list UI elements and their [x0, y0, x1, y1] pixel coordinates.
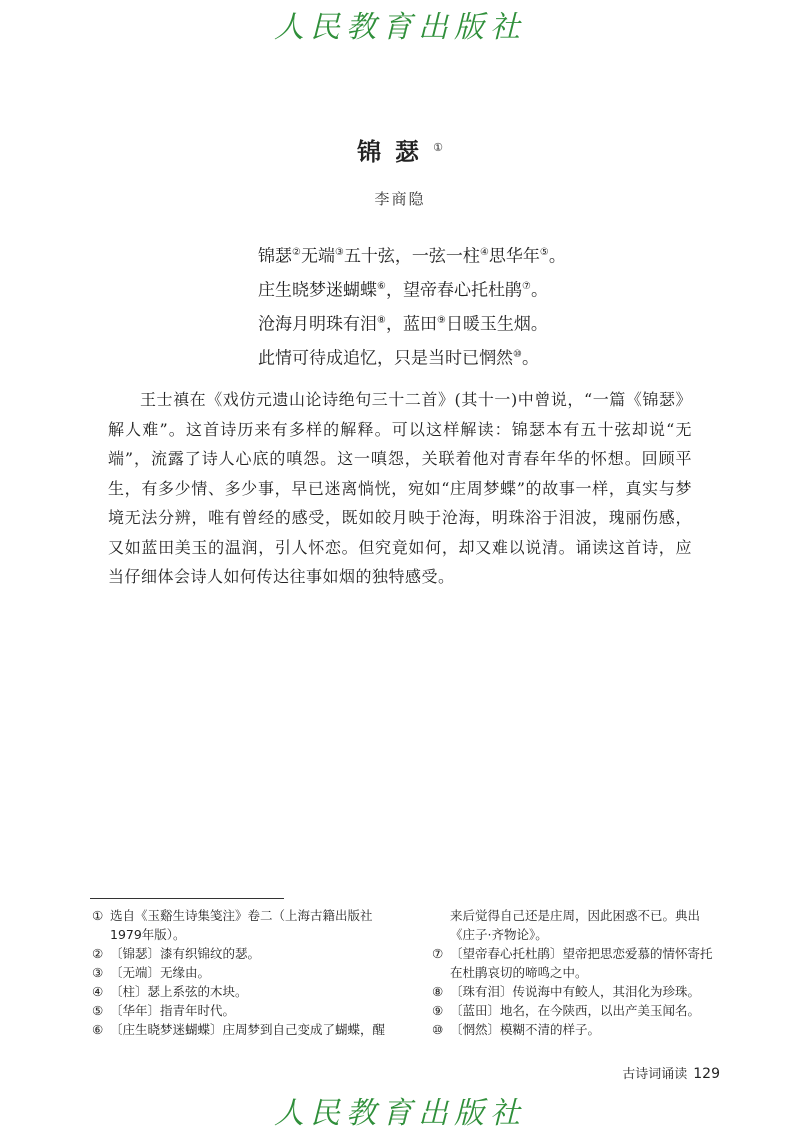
poem-line — [258, 306, 618, 340]
footnotes-left-column — [92, 906, 392, 1039]
poem-text: 锦瑟 — [258, 246, 292, 267]
poem-line — [258, 272, 618, 306]
footnote-number: ④ — [92, 984, 104, 999]
commentary-paragraph: 王士禛在《戏仿元遗山论诗绝句三十二首》(其十一)中曾说，“一篇《锦瑟》解人难”。这首诗历来有多样的解释。可以这样解读：锦瑟本有五十弦却说“无端”，流露了诗人心底的嗔怨。这一嗔怨，关联着他对青春年华的怀想。回顾平生，有多少情、多少事，早已迷离惝恍，宛如“庄周梦蝶”的故事一样，真实与梦境无法分辨，唯有曾经的感受，既如皎月映于沧海，明珠浴于泪波，瑰丽伤感，又如蓝田美玉的温润，引人怀恋。但究竟如何，却又难以说清。诵读这首诗，应当仔细体会诗人如何传达往事如烟的独特感受。 — [108, 390, 692, 586]
footnote-number: ① — [92, 908, 104, 923]
publisher-logo-top: 人民教育出版社 — [274, 10, 526, 45]
footnote-text: 〔庄生晓梦迷蝴蝶〕庄周梦到自己变成了蝴蝶，醒 — [110, 1022, 386, 1037]
publisher-logo-bottom: 人民教育出版社 — [274, 1096, 526, 1131]
poem-body — [258, 238, 618, 375]
note-marker: ⑥ — [377, 281, 386, 293]
footnote — [432, 1020, 722, 1039]
footnote-text: 〔锦瑟〕漆有织锦纹的瑟。 — [110, 946, 261, 961]
title-text: 锦瑟 — [357, 137, 434, 166]
footnote — [92, 1001, 392, 1020]
poem-text: 五十弦，一弦一柱 — [343, 246, 480, 267]
footnote — [92, 963, 392, 982]
note-marker: ⑧ — [377, 315, 386, 327]
poem-author: 李商隐 — [374, 190, 426, 208]
footnote-number: ⑦ — [432, 946, 444, 961]
poem-text: 。 — [530, 280, 548, 301]
poem-text: 此情可待成追忆，只是当时已惘然 — [258, 349, 513, 370]
footnote-number: ⑥ — [92, 1022, 104, 1037]
note-marker: ⑦ — [521, 281, 531, 293]
footnote-text: 选自《玉谿生诗集笺注》卷二（上海古籍出版社1979年版）。 — [110, 908, 373, 942]
footnote-text: 〔望帝春心托杜鹃〕望帝把思恋爱慕的情怀寄托在杜鹃哀切的啼鸣之中。 — [450, 946, 713, 980]
poem-text: 庄生晓梦迷蝴蝶 — [258, 280, 377, 301]
section-label: 古诗词诵读 — [622, 1067, 688, 1082]
footnote-number: ⑩ — [432, 1022, 444, 1037]
note-marker: ⑩ — [513, 349, 522, 361]
footnote-text: 〔蓝田〕地名，在今陕西，以出产美玉闻名。 — [450, 1003, 701, 1018]
page-footer — [600, 1063, 720, 1082]
footnote-number: ② — [92, 946, 104, 961]
poem-text: 。 — [548, 246, 566, 267]
poem-text: 思华年 — [488, 246, 540, 267]
footnote-text: 〔惘然〕模糊不清的样子。 — [450, 1022, 601, 1037]
title-note-marker: ① — [433, 141, 443, 154]
note-marker: ③ — [334, 247, 344, 258]
footnote-text: 〔柱〕瑟上系弦的木块。 — [110, 984, 248, 999]
poem-text: 沧海月明珠有泪 — [258, 314, 377, 335]
footnote-text: 〔珠有泪〕传说海中有鲛人，其泪化为珍珠。 — [450, 984, 701, 999]
footnote — [92, 944, 392, 963]
poem-text: 。 — [521, 349, 539, 370]
footnote-number: ⑨ — [432, 1003, 444, 1018]
footnote — [432, 1001, 722, 1020]
poem-text: ，蓝田 — [385, 314, 437, 335]
footnote-divider — [90, 898, 284, 899]
footnote-number: ③ — [92, 965, 104, 980]
page-number: 129 — [693, 1066, 720, 1082]
footnote-continuation: 来后觉得自己还是庄周，因此困惑不已。典出《庄子·齐物论》。 — [450, 908, 701, 942]
footnote — [92, 1020, 392, 1039]
poem-line — [258, 340, 618, 374]
poem-title — [0, 132, 800, 167]
poem-line — [258, 238, 618, 272]
footnote-number: ⑤ — [92, 1003, 104, 1018]
note-marker: ④ — [479, 247, 489, 258]
note-marker: ② — [292, 247, 301, 258]
footnote-text: 〔华年〕指青年时代。 — [110, 1003, 236, 1018]
footnote — [432, 982, 722, 1001]
note-marker: ⑨ — [436, 315, 446, 327]
footnote — [92, 982, 392, 1001]
poem-text: 无端 — [300, 246, 335, 267]
poem-text: 日暖玉生烟。 — [445, 314, 548, 335]
note-marker: ⑤ — [539, 247, 549, 258]
footnote-text: 〔无端〕无缘由。 — [110, 965, 211, 980]
poem-text: ，望帝春心托杜鹃 — [385, 280, 522, 301]
footnote-number: ⑧ — [432, 984, 444, 999]
footnotes-right-column — [432, 906, 722, 1039]
footnote — [92, 906, 392, 944]
footnote — [432, 944, 722, 982]
